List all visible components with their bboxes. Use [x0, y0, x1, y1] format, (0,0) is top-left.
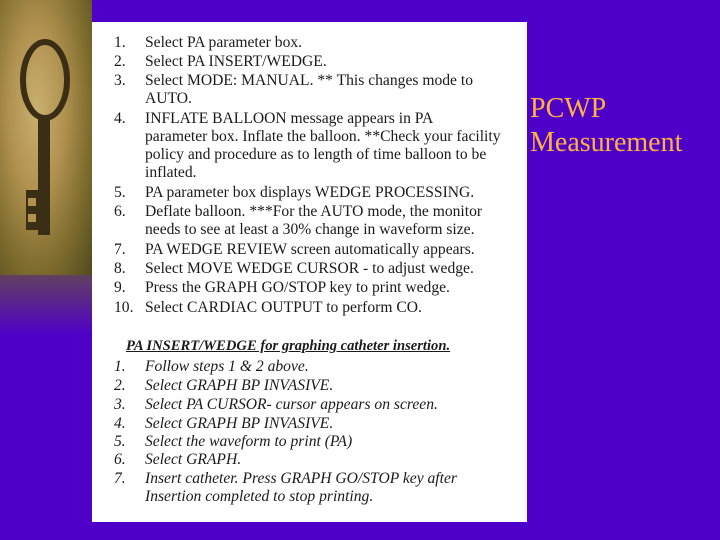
- step-number: 7.: [114, 241, 126, 258]
- step-text: Press the GRAPH GO/STOP key to print wedge.: [145, 279, 450, 296]
- step-number: 6.: [114, 203, 126, 220]
- step-number: 8.: [114, 260, 126, 277]
- step-number: 1.: [114, 34, 126, 51]
- step-text: Select GRAPH.: [145, 451, 242, 468]
- step-text: Select MODE: MANUAL. ** This changes mode to AUTO.: [145, 72, 474, 107]
- step-number: 1.: [114, 358, 126, 375]
- key-icon: [0, 0, 92, 275]
- title-line-1: PCWP: [530, 93, 607, 124]
- step-number: 5.: [114, 433, 126, 450]
- step-text: Insert catheter. Press GRAPH GO/STOP key after Insertion completed to stop printing.: [145, 470, 457, 505]
- step-number: 4.: [114, 415, 126, 432]
- slide-title: [530, 92, 682, 160]
- step-text: PA WEDGE REVIEW screen automatically appears.: [145, 241, 475, 258]
- step-number: 2.: [114, 377, 126, 394]
- step-text: Deflate balloon. ***For the AUTO mode, the monitor needs to see at least a 30% change in waveform size.: [145, 203, 483, 238]
- step-text: Select PA INSERT/WEDGE.: [145, 53, 327, 70]
- step-number: 3.: [114, 396, 126, 413]
- step-text: Select PA CURSOR- cursor appears on screen.: [145, 396, 438, 413]
- step-number: 5.: [114, 184, 126, 201]
- step-text: INFLATE BALLOON message appears in PA parameter box. Inflate the balloon. **Check your facility policy and procedure as to length of time balloon to be inflated.: [145, 110, 501, 181]
- step-text: Select PA parameter box.: [145, 34, 303, 51]
- step-number: 6.: [114, 451, 126, 468]
- step-text: Select the waveform to print (PA): [145, 433, 353, 450]
- step-number: 2.: [114, 53, 126, 70]
- step-number: 3.: [114, 72, 126, 89]
- step-text: Select GRAPH BP INVASIVE.: [145, 415, 334, 432]
- step-text: Follow steps 1 & 2 above.: [145, 358, 309, 375]
- step-number: 9.: [114, 279, 126, 296]
- key-image: [0, 0, 92, 275]
- step-text: Select MOVE WEDGE CURSOR - to adjust wedge.: [145, 260, 474, 277]
- step-text: Select GRAPH BP INVASIVE.: [145, 377, 334, 394]
- title-line-2: Measurement: [530, 127, 683, 158]
- wedge-section-heading: PA INSERT/WEDGE for graphing catheter insertion.: [126, 338, 451, 354]
- step-number: 10.: [114, 299, 134, 316]
- step-text: Select CARDIAC OUTPUT to perform CO.: [145, 299, 422, 316]
- step-number: 7.: [114, 470, 126, 487]
- step-number: 4.: [114, 110, 126, 127]
- step-text: PA parameter box displays WEDGE PROCESSING.: [145, 184, 475, 201]
- instructions-document: [92, 22, 527, 522]
